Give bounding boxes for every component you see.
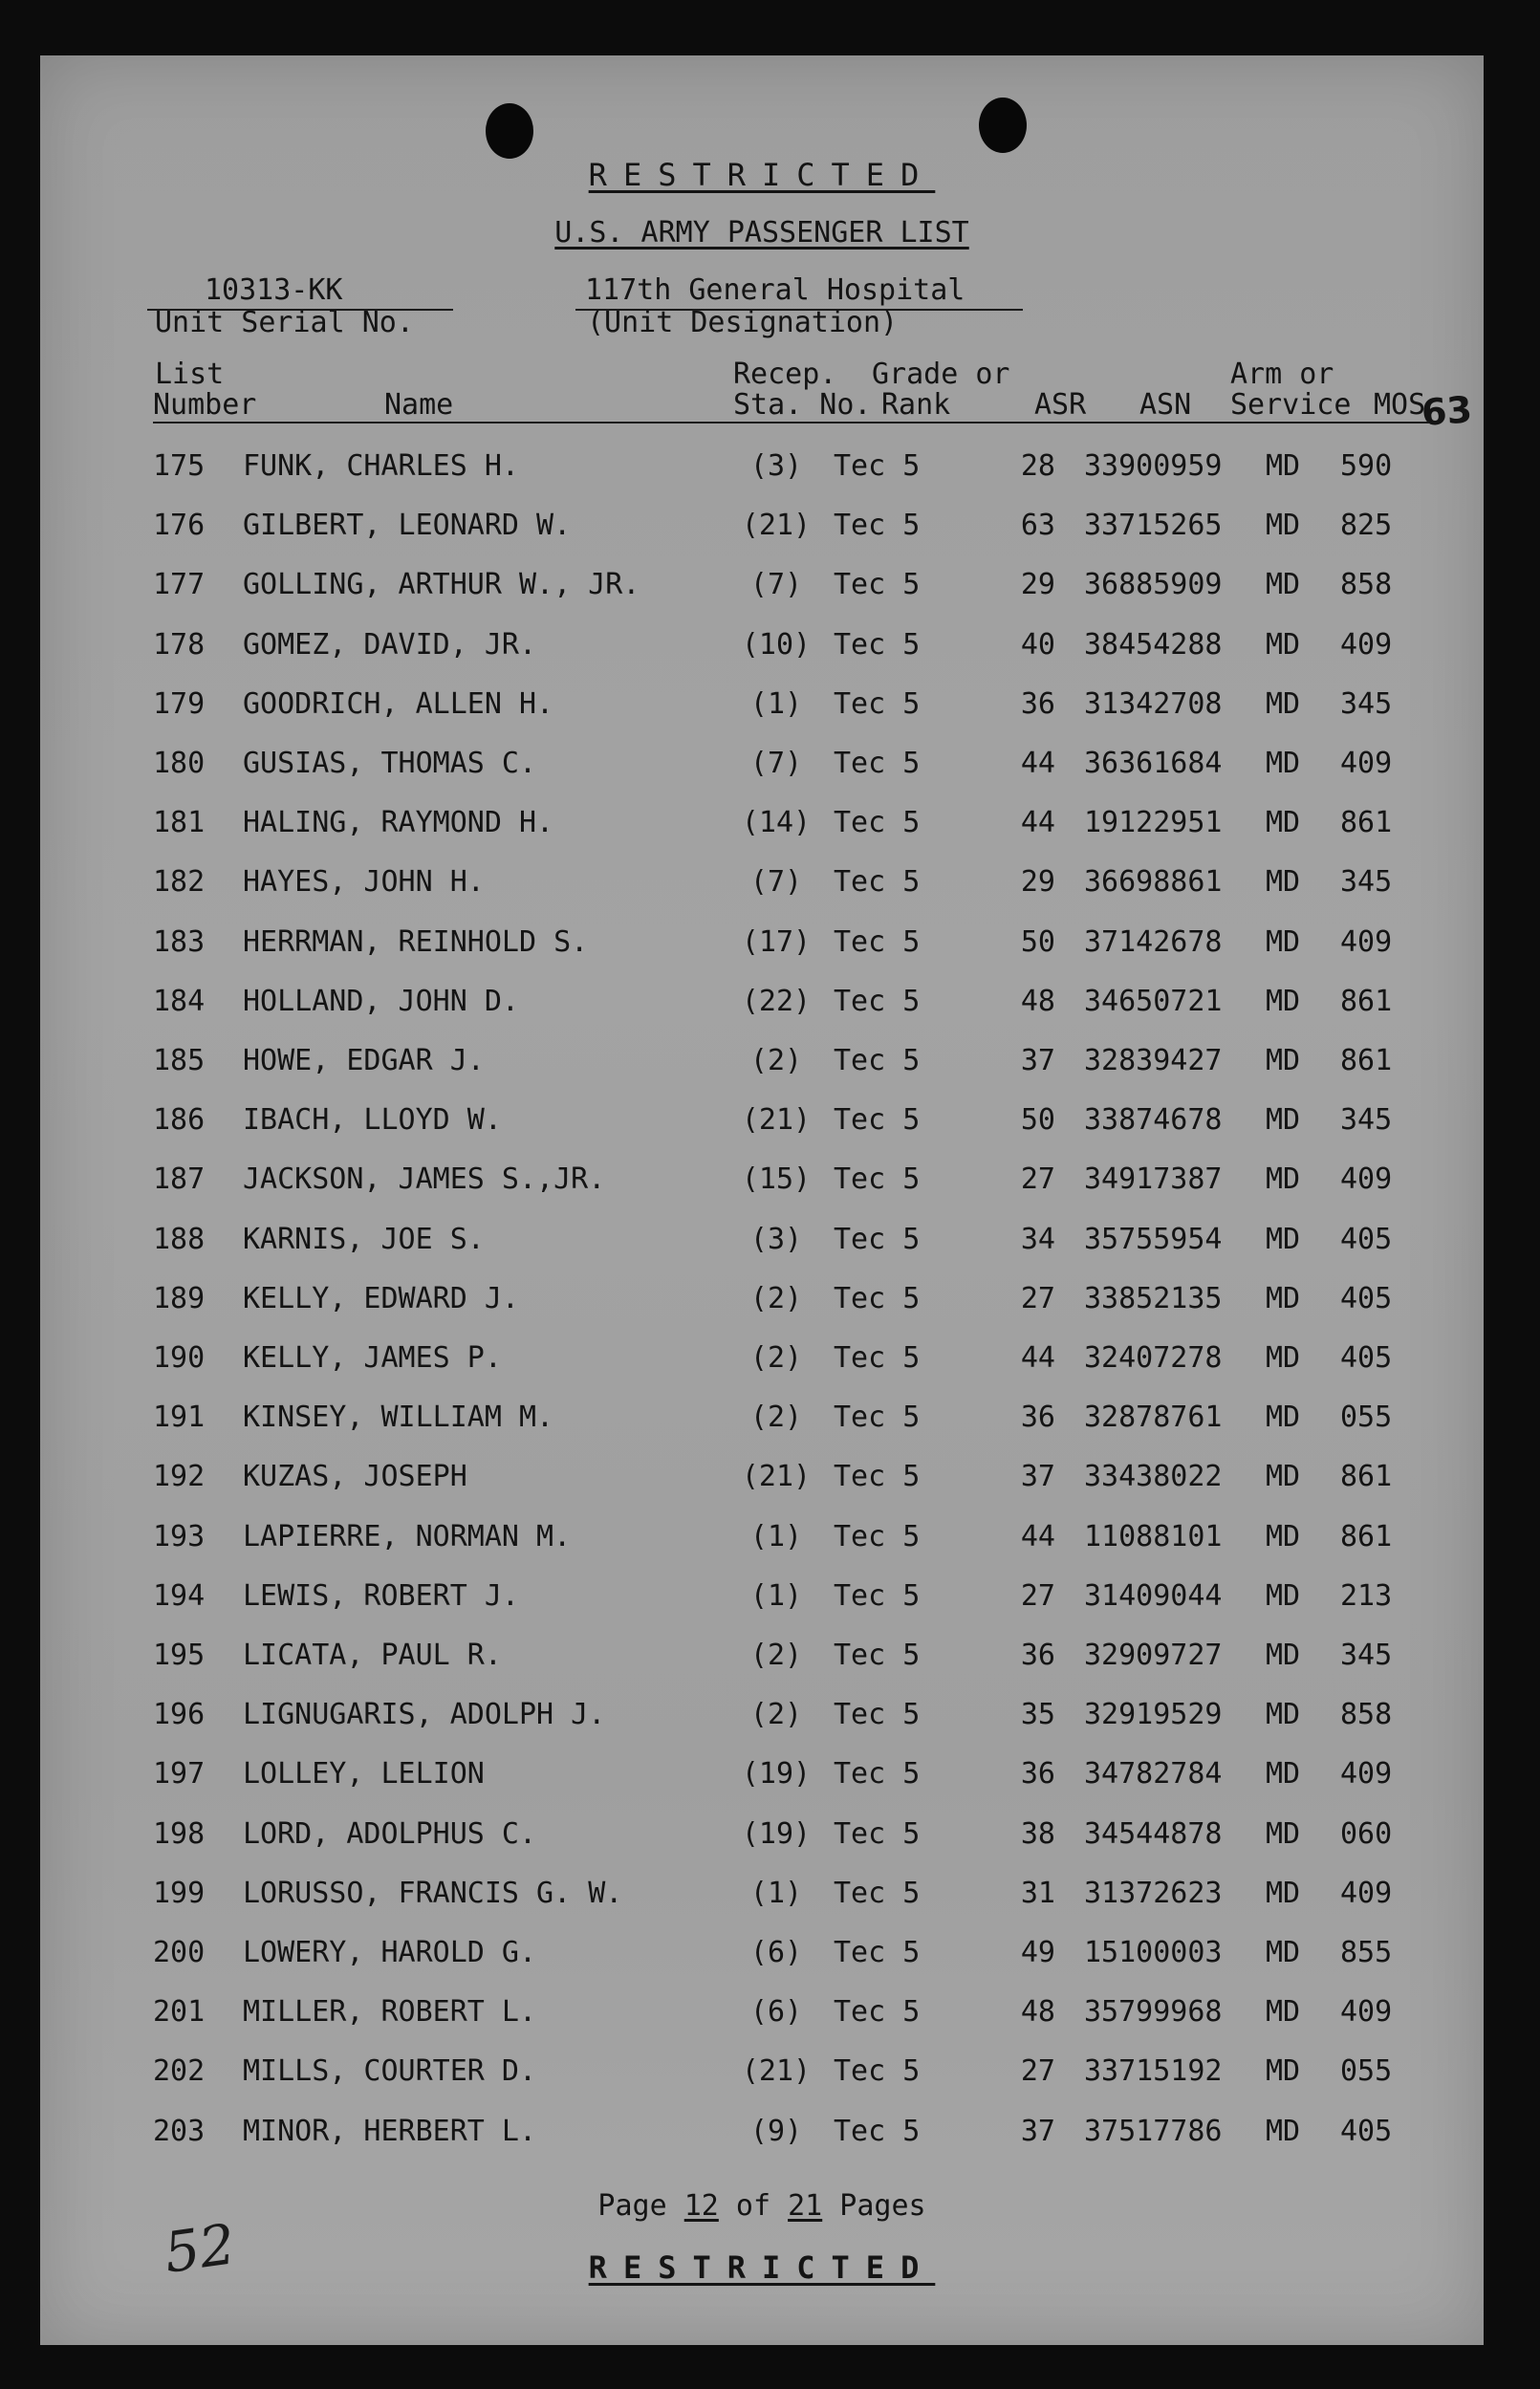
arm-service: MD [1266,1639,1301,1672]
arm-service: MD [1266,449,1301,483]
reception-station: (9) [749,2114,803,2148]
army-serial-number: 37142678 [1084,924,1223,959]
grade-rank: Tec 5 [834,686,921,721]
arm-service: MD [1266,627,1301,662]
table-row [40,1520,1484,1558]
table-row [40,568,1484,606]
mos-code: 409 [1340,924,1393,959]
arm-service: MD [1266,1519,1301,1553]
army-serial-number: 32878761 [1084,1401,1223,1435]
page-total: 21 [788,2189,823,2223]
grade-rank: Tec 5 [834,1044,921,1077]
arm-service: MD [1266,1816,1301,1851]
list-number: 182 [153,865,206,900]
asr-score: 37 [1020,1460,1055,1494]
arm-service: MD [1266,1995,1301,2030]
list-number: 189 [153,1281,206,1315]
table-row [40,1341,1484,1379]
asr-score: 63 [1020,509,1055,543]
list-number: 191 [153,1401,206,1435]
grade-rank: Tec 5 [834,1162,921,1197]
col-mos: MOS [1374,388,1426,422]
mos-code: 825 [1340,509,1393,543]
reception-station: (21) [741,1103,812,1138]
grade-rank: Tec 5 [834,1519,921,1553]
asr-score: 40 [1020,627,1055,662]
table-row [40,1460,1484,1498]
passenger-name: GOMEZ, DAVID, JR. [243,627,537,662]
table-row [40,1401,1484,1439]
army-serial-number: 31409044 [1084,1578,1223,1613]
arm-service: MD [1266,1044,1301,1077]
mos-code: 345 [1340,865,1393,900]
grade-rank: Tec 5 [834,1281,921,1315]
grade-rank: Tec 5 [834,1578,921,1613]
passenger-name: LICATA, PAUL R. [243,1639,502,1672]
grade-rank: Tec 5 [834,1876,921,1910]
arm-service: MD [1266,747,1301,780]
reception-station: (19) [741,1816,812,1851]
army-serial-number: 15100003 [1084,1936,1223,1969]
asr-score: 36 [1020,1757,1055,1792]
army-serial-number: 33715265 [1084,509,1223,543]
table-row [40,985,1484,1023]
table-row [40,449,1484,488]
col-asr: ASR [1034,388,1087,422]
reception-station: (2) [749,1639,803,1672]
grade-rank: Tec 5 [834,1816,921,1851]
col-list-number-line1: List [155,358,225,391]
asr-score: 27 [1020,1281,1055,1315]
reception-station: (2) [749,1698,803,1732]
arm-service: MD [1266,1578,1301,1613]
list-number: 193 [153,1519,206,1553]
asr-score: 29 [1020,865,1055,900]
mos-code: 861 [1340,1044,1393,1077]
arm-service: MD [1266,806,1301,840]
unit-serial-value: 10313-KK [205,273,343,307]
mos-code: 405 [1340,1222,1393,1256]
army-serial-number: 34650721 [1084,984,1223,1018]
arm-service: MD [1266,1698,1301,1732]
reception-station: (22) [741,984,812,1018]
asr-score: 49 [1020,1936,1055,1969]
army-serial-number: 33874678 [1084,1103,1223,1138]
col-list-number-line2: Number [153,388,257,422]
table-row [40,806,1484,844]
asr-score: 44 [1020,747,1055,780]
arm-service: MD [1266,509,1301,543]
passenger-name: KINSEY, WILLIAM M. [243,1401,554,1435]
mos-code: 590 [1340,449,1393,483]
list-number: 201 [153,1995,206,2030]
page-current: 12 [683,2189,719,2223]
mos-code: 861 [1340,984,1393,1018]
asr-score: 44 [1020,1519,1055,1553]
table-row [40,628,1484,666]
arm-service: MD [1266,1460,1301,1494]
grade-rank: Tec 5 [834,1222,921,1256]
asr-score: 34 [1020,1222,1055,1256]
list-number: 177 [153,568,206,602]
passenger-name: LEWIS, ROBERT J. [243,1578,519,1613]
grade-rank: Tec 5 [834,924,921,959]
passenger-name: GILBERT, LEONARD W. [243,509,572,543]
list-number: 175 [153,449,206,483]
unit-designation-value: 117th General Hospital [585,273,965,307]
passenger-name: HERRMAN, REINHOLD S. [243,924,589,959]
list-number: 176 [153,509,206,543]
mos-code: 405 [1340,1281,1393,1315]
table-row [40,925,1484,964]
mos-code: 409 [1340,1995,1393,2030]
col-recep-line2: Sta. No. [733,388,872,422]
mos-code: 409 [1340,1162,1393,1197]
reception-station: (7) [749,747,803,780]
mos-code: 345 [1340,1639,1393,1672]
list-number: 183 [153,924,206,959]
reception-station: (21) [741,2054,812,2089]
header-rule [153,422,1429,424]
mos-code: 861 [1340,806,1393,840]
col-arm-line2: Service [1230,388,1352,422]
punch-hole-right [979,98,1027,153]
col-name: Name [384,388,454,422]
passenger-name: LOLLEY, LELION [243,1757,485,1792]
grade-rank: Tec 5 [834,1639,921,1672]
reception-station: (3) [749,1222,803,1256]
army-serial-number: 35799968 [1084,1995,1223,2030]
table-row [40,1817,1484,1856]
mos-code: 060 [1340,1816,1393,1851]
table-row [40,1223,1484,1261]
army-serial-number: 32909727 [1084,1639,1223,1672]
army-serial-number: 33715192 [1084,2054,1223,2089]
passenger-name: HALING, RAYMOND H. [243,806,554,840]
reception-station: (15) [741,1162,812,1197]
reception-station: (7) [749,568,803,602]
army-serial-number: 36361684 [1084,747,1223,780]
grade-rank: Tec 5 [834,1341,921,1375]
table-row [40,1877,1484,1915]
passenger-name: GOLLING, ARTHUR W., JR. [243,568,640,602]
document-page [40,55,1484,2345]
list-number: 199 [153,1876,206,1910]
reception-station: (6) [749,1936,803,1969]
army-serial-number: 33900959 [1084,449,1223,483]
army-serial-number: 32407278 [1084,1341,1223,1375]
table-row [40,1698,1484,1736]
list-number: 188 [153,1222,206,1256]
table-row [40,1044,1484,1082]
grade-rank: Tec 5 [834,1103,921,1138]
reception-station: (1) [749,1876,803,1910]
arm-service: MD [1266,1936,1301,1969]
passenger-name: KELLY, JAMES P. [243,1341,502,1375]
arm-service: MD [1266,568,1301,602]
grade-rank: Tec 5 [834,2054,921,2089]
mos-code: 405 [1340,2114,1393,2148]
passenger-name: IBACH, LLOYD W. [243,1103,502,1138]
table-row [40,1579,1484,1618]
list-number: 179 [153,686,206,721]
reception-station: (1) [749,1519,803,1553]
grade-rank: Tec 5 [834,747,921,780]
page-of: of [735,2189,771,2223]
army-serial-number: 34917387 [1084,1162,1223,1197]
grade-rank: Tec 5 [834,865,921,900]
asr-score: 48 [1020,984,1055,1018]
asr-score: 50 [1020,1103,1055,1138]
arm-service: MD [1266,1341,1301,1375]
asr-score: 36 [1020,1639,1055,1672]
army-serial-number: 32919529 [1084,1698,1223,1732]
mos-code: 409 [1340,1876,1393,1910]
grade-rank: Tec 5 [834,509,921,543]
table-row [40,687,1484,726]
passenger-name: MILLS, COURTER D. [243,2054,537,2089]
page-suffix: Pages [839,2189,926,2223]
restricted-header: RESTRICTED [588,157,936,193]
grade-rank: Tec 5 [834,806,921,840]
army-serial-number: 36885909 [1084,568,1223,602]
army-serial-number: 11088101 [1084,1519,1223,1553]
list-number: 190 [153,1341,206,1375]
list-number: 178 [153,627,206,662]
asr-score: 37 [1020,1044,1055,1077]
arm-service: MD [1266,2054,1301,2089]
table-row [40,2115,1484,2153]
list-number: 192 [153,1460,206,1494]
army-serial-number: 32839427 [1084,1044,1223,1077]
table-row [40,2054,1484,2093]
passenger-name: GOODRICH, ALLEN H. [243,686,554,721]
page-footer [40,2189,1484,2223]
reception-station: (2) [749,1044,803,1077]
reception-station: (21) [741,1460,812,1494]
army-serial-number: 33852135 [1084,1281,1223,1315]
list-number: 181 [153,806,206,840]
col-arm-line1: Arm or [1230,358,1334,391]
passenger-name: HOWE, EDGAR J. [243,1044,485,1077]
list-number: 196 [153,1698,206,1732]
table-row [40,747,1484,785]
passenger-name: KUZAS, JOSEPH [243,1460,467,1494]
mos-code: 055 [1340,1401,1393,1435]
asr-score: 28 [1020,449,1055,483]
asr-score: 37 [1020,2114,1055,2148]
army-serial-number: 33438022 [1084,1460,1223,1494]
table-row [40,509,1484,547]
grade-rank: Tec 5 [834,1401,921,1435]
table-row [40,865,1484,903]
col-recep-line1: Recep. [733,358,837,391]
reception-station: (19) [741,1757,812,1792]
passenger-name: LORD, ADOLPHUS C. [243,1816,537,1851]
mos-code: 055 [1340,2054,1393,2089]
arm-service: MD [1266,1401,1301,1435]
asr-score: 27 [1020,1578,1055,1613]
arm-service: MD [1266,865,1301,900]
passenger-name: MILLER, ROBERT L. [243,1995,537,2030]
mos-code: 858 [1340,1698,1393,1732]
passenger-name: GUSIAS, THOMAS C. [243,747,537,780]
army-serial-number: 34782784 [1084,1757,1223,1792]
list-number: 197 [153,1757,206,1792]
passenger-name: KARNIS, JOE S. [243,1222,485,1256]
mos-code: 855 [1340,1936,1393,1969]
army-serial-number: 35755954 [1084,1222,1223,1256]
army-serial-number: 19122951 [1084,806,1223,840]
arm-service: MD [1266,1162,1301,1197]
arm-service: MD [1266,1757,1301,1792]
list-number: 180 [153,747,206,780]
grade-rank: Tec 5 [834,2114,921,2148]
asr-score: 38 [1020,1816,1055,1851]
mos-code: 861 [1340,1519,1393,1553]
arm-service: MD [1266,686,1301,721]
list-number: 185 [153,1044,206,1077]
asr-score: 27 [1020,1162,1055,1197]
document-title: U.S. ARMY PASSENGER LIST [554,216,969,250]
passenger-name: LAPIERRE, NORMAN M. [243,1519,572,1553]
table-row [40,1995,1484,2033]
page-prefix: Page [597,2189,667,2223]
reception-station: (14) [741,806,812,840]
mos-handwritten-annotation: 63 [1420,388,1474,434]
reception-station: (2) [749,1401,803,1435]
col-grade-line1: Grade or [872,358,1010,391]
grade-rank: Tec 5 [834,1698,921,1732]
grade-rank: Tec 5 [834,1936,921,1969]
table-row [40,1639,1484,1677]
asr-score: 27 [1020,2054,1055,2089]
mos-code: 213 [1340,1578,1393,1613]
mos-code: 861 [1340,1460,1393,1494]
reception-station: (21) [741,509,812,543]
list-number: 186 [153,1103,206,1138]
restricted-footer: RESTRICTED [588,2249,936,2286]
list-number: 203 [153,2114,206,2148]
army-serial-number: 38454288 [1084,627,1223,662]
asr-score: 50 [1020,924,1055,959]
list-number: 187 [153,1162,206,1197]
asr-score: 35 [1020,1698,1055,1732]
reception-station: (7) [749,865,803,900]
mos-code: 345 [1340,686,1393,721]
punch-hole-left [486,103,533,159]
grade-rank: Tec 5 [834,1757,921,1792]
reception-station: (10) [741,627,812,662]
passenger-name: MINOR, HERBERT L. [243,2114,537,2148]
handwritten-page-number: 52 [160,2211,240,2286]
army-serial-number: 31372623 [1084,1876,1223,1910]
mos-code: 409 [1340,747,1393,780]
arm-service: MD [1266,1281,1301,1315]
unit-designation-label: (Unit Designation) [587,306,899,339]
asr-score: 31 [1020,1876,1055,1910]
army-serial-number: 36698861 [1084,865,1223,900]
arm-service: MD [1266,1103,1301,1138]
passenger-name: LIGNUGARIS, ADOLPH J. [243,1698,606,1732]
mos-code: 405 [1340,1341,1393,1375]
asr-score: 48 [1020,1995,1055,2030]
reception-station: (3) [749,449,803,483]
army-serial-number: 37517786 [1084,2114,1223,2148]
list-number: 202 [153,2054,206,2089]
table-row [40,1162,1484,1201]
grade-rank: Tec 5 [834,627,921,662]
table-row [40,1936,1484,1974]
asr-score: 36 [1020,686,1055,721]
reception-station: (2) [749,1281,803,1315]
army-serial-number: 34544878 [1084,1816,1223,1851]
passenger-name: HAYES, JOHN H. [243,865,485,900]
arm-service: MD [1266,1222,1301,1256]
passenger-name: JACKSON, JAMES S.,JR. [243,1162,606,1197]
grade-rank: Tec 5 [834,568,921,602]
asr-score: 29 [1020,568,1055,602]
passenger-name: LOWERY, HAROLD G. [243,1936,537,1969]
col-asn: ASN [1139,388,1192,422]
reception-station: (1) [749,1578,803,1613]
passenger-name: HOLLAND, JOHN D. [243,984,519,1018]
mos-code: 858 [1340,568,1393,602]
mos-code: 345 [1340,1103,1393,1138]
mos-code: 409 [1340,1757,1393,1792]
asr-score: 36 [1020,1401,1055,1435]
table-row [40,1103,1484,1141]
list-number: 194 [153,1578,206,1613]
asr-score: 44 [1020,1341,1055,1375]
table-row [40,1757,1484,1795]
col-grade-line2: Rank [881,388,951,422]
reception-station: (2) [749,1341,803,1375]
arm-service: MD [1266,1876,1301,1910]
reception-station: (17) [741,924,812,959]
passenger-name: KELLY, EDWARD J. [243,1281,519,1315]
list-number: 195 [153,1639,206,1672]
table-row [40,1282,1484,1320]
mos-code: 409 [1340,627,1393,662]
asr-score: 44 [1020,806,1055,840]
arm-service: MD [1266,924,1301,959]
list-number: 200 [153,1936,206,1969]
army-serial-number: 31342708 [1084,686,1223,721]
arm-service: MD [1266,2114,1301,2148]
arm-service: MD [1266,984,1301,1018]
reception-station: (1) [749,686,803,721]
reception-station: (6) [749,1995,803,2030]
list-number: 198 [153,1816,206,1851]
unit-serial-label: Unit Serial No. [155,306,414,339]
passenger-name: LORUSSO, FRANCIS G. W. [243,1876,623,1910]
grade-rank: Tec 5 [834,449,921,483]
grade-rank: Tec 5 [834,1460,921,1494]
grade-rank: Tec 5 [834,984,921,1018]
passenger-name: FUNK, CHARLES H. [243,449,519,483]
list-number: 184 [153,984,206,1018]
grade-rank: Tec 5 [834,1995,921,2030]
